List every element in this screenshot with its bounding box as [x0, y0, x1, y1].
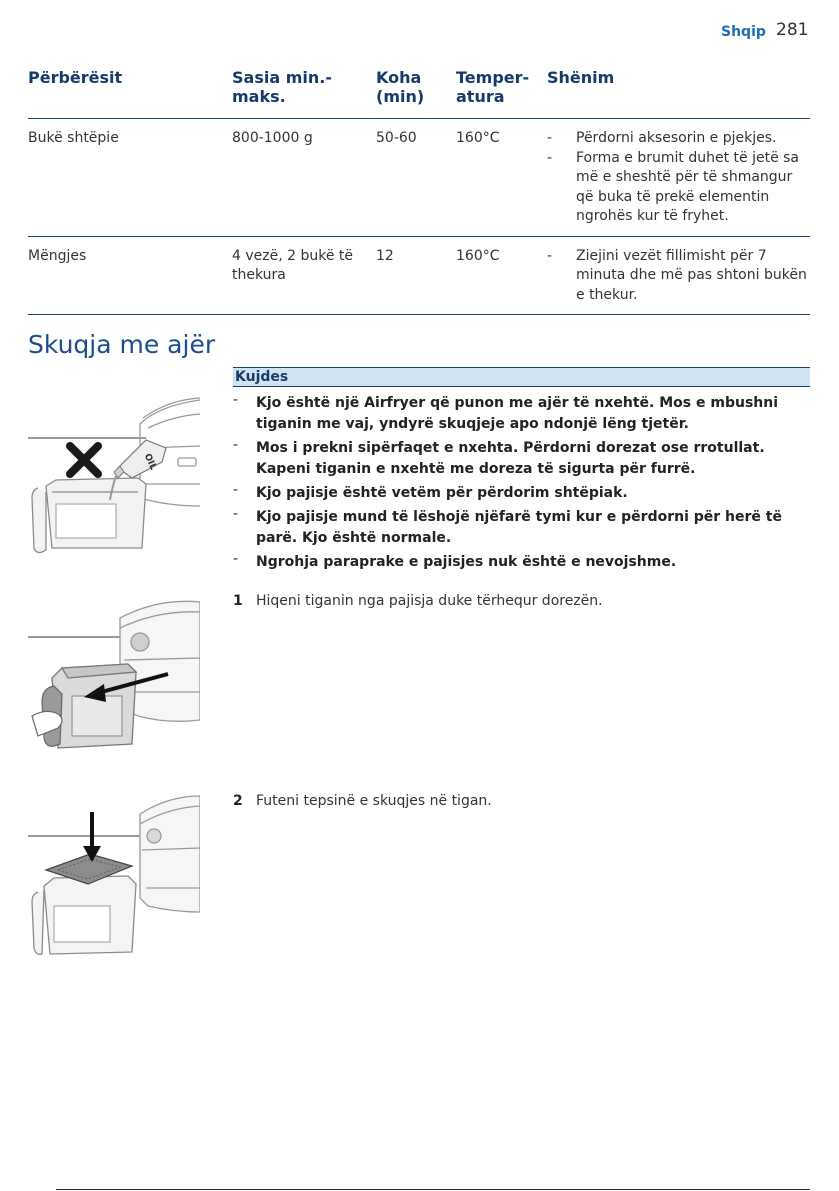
note-item: - Forma e brumit duhet të jetë sa më e sheshtë për të shmangur që buka të prekë elementin ngrohës kur të fryhet.	[547, 149, 810, 227]
step-text: Futeni tepsinë e skuqjes në tigan.	[256, 793, 492, 809]
cell-ingredient: Mëngjes	[28, 236, 232, 315]
oil-bottle-label: OIL	[141, 452, 158, 472]
step-number: 1	[233, 593, 243, 609]
footer-rule	[56, 1189, 810, 1190]
table-row	[28, 119, 810, 237]
note-item: - Ziejini vezët fillimisht për 7 minuta dhe më pas shtoni bukën e thekur.	[547, 247, 810, 306]
insert-arrow-icon	[83, 812, 101, 862]
language-label: Shqip	[721, 24, 766, 40]
step-number: 2	[233, 793, 243, 809]
caution-list	[233, 393, 810, 573]
caution-item: - Kjo pajisje mund të lëshojë njëfarë tymi kur e përdorni për herë të parë. Kjo është normale.	[233, 507, 810, 549]
no-oil-illustration	[28, 388, 200, 558]
cell-quantity: 800-1000 g	[232, 119, 376, 237]
pan-icon	[52, 664, 136, 748]
step-text: Hiqeni tiganin nga pajisja duke tërhequr dorezën.	[256, 593, 603, 609]
cell-temperature: 160°C	[456, 119, 547, 237]
caution-title: Kujdes	[233, 367, 810, 387]
cell-temperature: 160°C	[456, 236, 547, 315]
remove-pan-illustration	[28, 598, 200, 758]
cell-notes	[547, 119, 810, 237]
page-number: 281	[776, 20, 809, 40]
pan-icon	[32, 478, 146, 553]
cell-time: 50-60	[376, 119, 456, 237]
caution-item: - Ngrohja paraprake e pajisjes nuk është e nevojshme.	[233, 552, 810, 573]
col-header-ingredients: Përbërësit	[28, 66, 232, 119]
cell-notes	[547, 236, 810, 315]
col-header-temperature: Temper- atura	[456, 66, 547, 119]
table-header-row	[28, 66, 810, 119]
cooking-guide-table	[28, 66, 810, 315]
note-item: - Përdorni aksesorin e pjekjes.	[547, 129, 810, 149]
airfryer-body	[140, 796, 200, 912]
col-header-quantity: Sasia min.- maks.	[232, 66, 376, 119]
caution-item: - Kjo është një Airfryer që punon me ajër të nxehtë. Mos e mbushni tiganin me vaj, yndyrë skuqjeje apo ndonjë lëng tjetër.	[233, 393, 810, 435]
hand-icon	[32, 686, 62, 746]
col-header-note: Shënim	[547, 66, 810, 119]
section-title: Skuqja me ajër	[28, 330, 216, 359]
step-2	[233, 793, 492, 809]
pan-icon	[32, 876, 136, 954]
step-1	[233, 593, 603, 609]
col-header-time: Koha (min)	[376, 66, 456, 119]
prohibited-cross-icon	[70, 446, 98, 474]
caution-item: - Mos i prekni sipërfaqet e nxehta. Përdorni dorezat ose rrotullat. Kapeni tiganin e nxehtë me doreza të sigurta për furrë.	[233, 438, 810, 480]
caution-box	[233, 367, 810, 576]
table-row	[28, 236, 810, 315]
insert-plate-illustration	[28, 788, 200, 958]
caution-item: - Kjo pajisje është vetëm për përdorim shtëpiak.	[233, 483, 810, 504]
cell-ingredient: Bukë shtëpie	[28, 119, 232, 237]
cell-time: 12	[376, 236, 456, 315]
cell-quantity: 4 vezë, 2 bukë të thekura	[232, 236, 376, 315]
